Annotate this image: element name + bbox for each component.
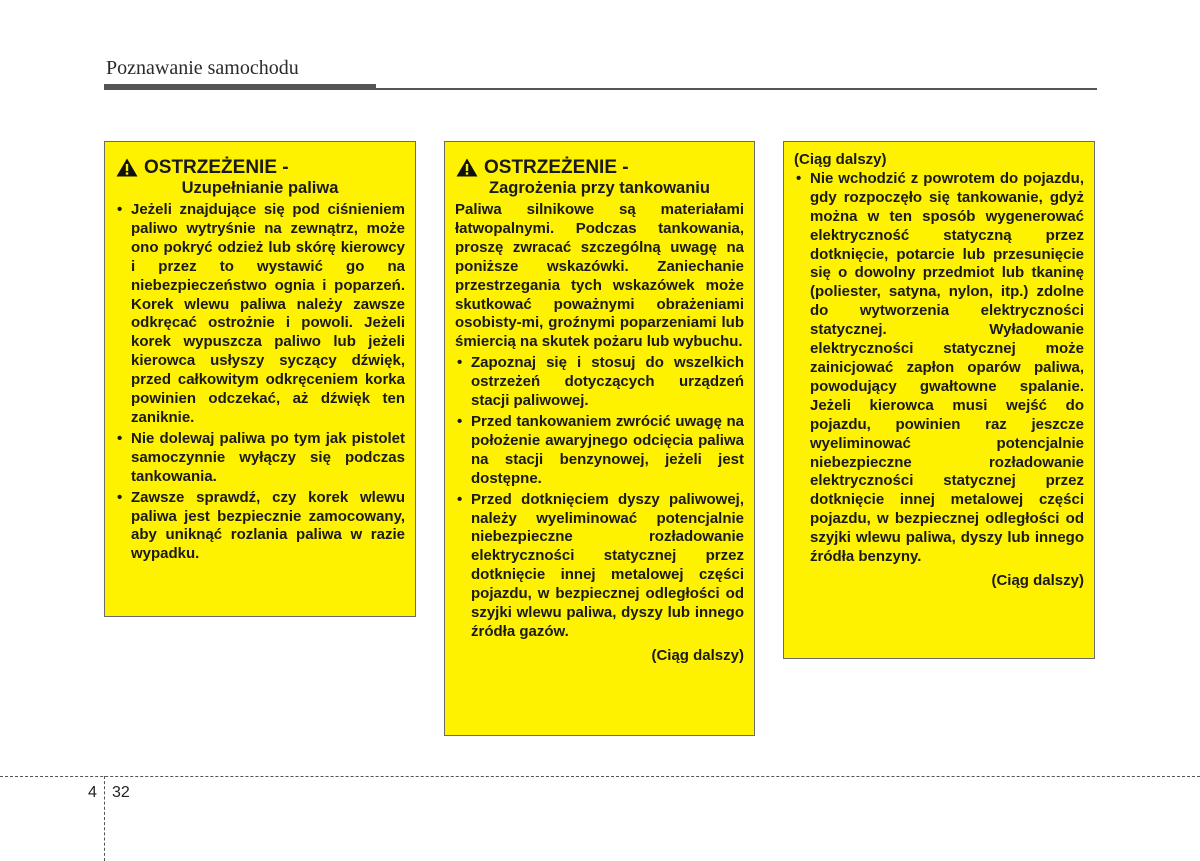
continued-from-label: (Ciąg dalszy) [794,151,887,168]
warning-bullet-list [455,354,744,642]
warning-subtitle: Zagrożenia przy tankowaniu [489,179,710,197]
footer-divider [0,776,1200,777]
list-item: • Nie dolewaj paliwa po tym jak pistolet samoczynnie wyłączy się podczas tankowania. [115,430,405,487]
footer-vertical-divider [104,776,105,861]
continued-label: (Ciąg dalszy) [991,571,1084,589]
section-title: Poznawanie samochodu [106,57,299,79]
list-item: • Zawsze sprawdź, czy korek wlewu paliwa jest bezpiecznie zamocowany, aby uniknąć rozlania paliwa w razie wypadku. [115,489,405,565]
list-item: • Zapoznaj się i stosuj do wszelkich ostrzeżeń dotyczących urządzeń stacji paliwowej. [455,354,744,411]
continued-label: (Ciąg dalszy) [651,646,744,664]
warning-heading [115,157,405,178]
warning-intro: Paliwa silnikowe są materiałami łatwopalnymi. Podczas tankowania, proszę zwracać szczególną uwagę na poniższe wskazówki. Zaniechanie przestrzegania tych wskazówek może skutkować poważnymi obrażeniami osobisty-mi, groźnymi poparzeniami lub śmiercią na skutek pożaru lub wybuchu. [455,201,744,351]
warning-box-refueling-hazards [444,141,755,736]
warning-bullet-list [115,201,405,564]
warning-triangle-icon [116,158,138,177]
list-item: • Przed dotknięciem dyszy paliwowej, należy wyeliminować potencjalnie niebezpieczne rozładowanie elektryczności statycznej przez dotknięcie innej metalowej części pojazdu, w bezpiecznej odległości od szyjki wlewu paliwa, dyszy lub innego źródła gazów. [455,491,744,642]
chapter-number: 4 [88,784,97,801]
list-item: • Nie wchodzić z powrotem do pojazdu, gdy rozpoczęło się tankowanie, gdyż można w ten sposób wygenerować elektryczność statyczną przez dotknięcie, potarcie lub przesunięcie się o dowolny przedmiot lub tkaninę (poliester, satyna, nylon, itp.) zdolne do wytworzenia elektryczności statycznej. Wyładowanie elektryczności statycznej może zainicjować zapłon oparów paliwa, powodujący gwałtowne spalanie. Jeżeli kierowca musi wejść do pojazdu, powinien raz jeszcze wyeliminować potencjalnie niebezpieczne rozładowanie elektryczności statycznej przez dotknięcie innej metalowej części pojazdu, w bezpiecznej odległości od szyjki wlewu paliwa, dyszy lub innego źródła benzyny. [794,170,1084,567]
warning-subtitle: Uzupełnianie paliwa [181,179,339,197]
warning-title: OSTRZEŻENIE - [144,157,289,178]
header-rule-thick [104,84,376,90]
list-item: • Jeżeli znajdujące się pod ciśnieniem paliwo wytryśnie na zewnątrz, może ono pokryć odzież lub skórę kierowcy i przez to wystawić go na niebezpieczeństwo ognia i poparzeń. Korek wlewu paliwa należy zawsze odkręcać ostrożnie i powoli. Jeżeli korek wypuszcza paliwo lub jeżeli kierowca usłyszy syczący dźwięk, przed całkowitym odkręceniem korka powinien odczekać, aż dźwięk ten zaniknie. [115,201,405,428]
header-rule-thin [376,88,1097,90]
page-number: 32 [112,784,130,801]
warning-box-refueling [104,141,416,617]
warning-bullet-list [794,170,1084,567]
warning-title: OSTRZEŻENIE - [484,157,629,178]
list-item: • Przed tankowaniem zwrócić uwagę na położenie awaryjnego odcięcia paliwa na stacji benzynowej, jeżeli jest dostępne. [455,413,744,489]
warning-triangle-icon [456,158,478,177]
warning-box-continuation [783,141,1095,659]
warning-heading [455,157,744,178]
